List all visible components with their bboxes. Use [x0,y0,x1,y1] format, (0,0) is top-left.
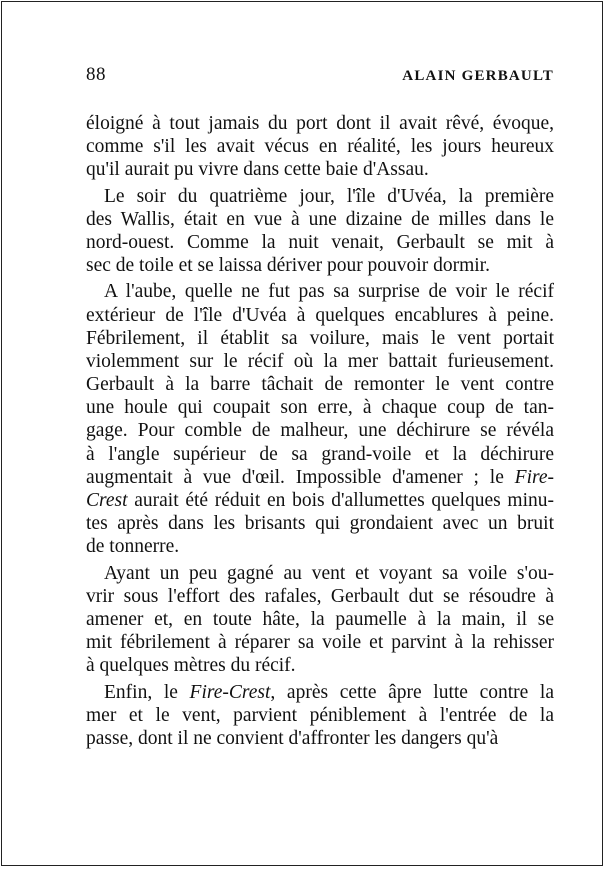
text-line: amener et, en toute hâte, la paumelle à la main, il se [86,608,554,630]
text-line: Ayant un peu gagné au vent et voyant sa voile s'ou- [104,562,554,584]
text-line: comme s'il les avait vécus en réalité, les jours heureux [86,136,554,158]
text-line: à l'angle supérieur de sa grand-voile et la déchirure [86,443,554,465]
text-line: augmentait à vue d'œil. Impossible d'amener ; le Fire- [86,466,554,488]
text-line: Le soir du quatrième jour, l'île d'Uvéa, la première [104,185,554,207]
paragraph [86,280,554,558]
running-head: ALAIN GERBAULT [402,68,554,84]
text-line: éloigné à tout jamais du port dont il avait rêvé, évoque, [86,113,554,134]
page-header [86,64,554,88]
text-line: mer et le vent, parvient péniblement à l'entrée de la [86,704,554,726]
text-line: Fébrilement, il établit sa voilure, mais le vent portait [86,327,554,349]
paragraph [86,562,554,678]
text-line: Enfin, le Fire-Crest, après cette âpre lutte contre la [104,681,554,703]
text-line: tes après dans les brisants qui grondaient avec un bruit [86,513,554,535]
text-line: à quelques mètres du récif. [86,655,296,677]
paragraph [86,681,554,751]
text-line: extérieur de l'île d'Uvéa à quelques encablures à peine. [86,304,554,326]
paragraph [86,185,554,278]
text-line: gage. Pour comble de malheur, une déchirure se révéla [86,420,554,442]
text-line: Gerbault à la barre tâchait de remonter le vent contre [86,374,554,396]
text-line: Crest aurait été réduit en bois d'allumettes quelques minu- [86,490,554,511]
text-line: A l'aube, quelle ne fut pas sa surprise de voir le récif [104,281,554,303]
text-line: sec de toile et se laissa dériver pour pouvoir dormir. [86,255,490,277]
body-text [86,112,554,753]
text-line: violemment sur le récif où la mer battait furieusement. [86,350,554,372]
text-line: passe, dont il ne convient d'affronter les dangers qu'à [86,727,499,749]
text-line: de tonnerre. [86,536,180,558]
text-line: vrir sous l'effort des rafales, Gerbault dut se résoudre à [86,585,554,607]
page-number: 88 [86,64,106,85]
text-line: qu'il aurait pu vivre dans cette baie d'Assau. [86,159,429,181]
text-line: une houle qui coupait son erre, à chaque coup de tan- [86,397,554,419]
text-line: des Wallis, était en vue à une dizaine de milles dans le [86,208,554,230]
text-line: mit fébrilement à réparer sa voile et parvint à la rehisser [86,632,554,654]
paragraph [86,112,554,182]
text-line: nord-ouest. Comme la nuit venait, Gerbault se mit à [86,231,554,253]
